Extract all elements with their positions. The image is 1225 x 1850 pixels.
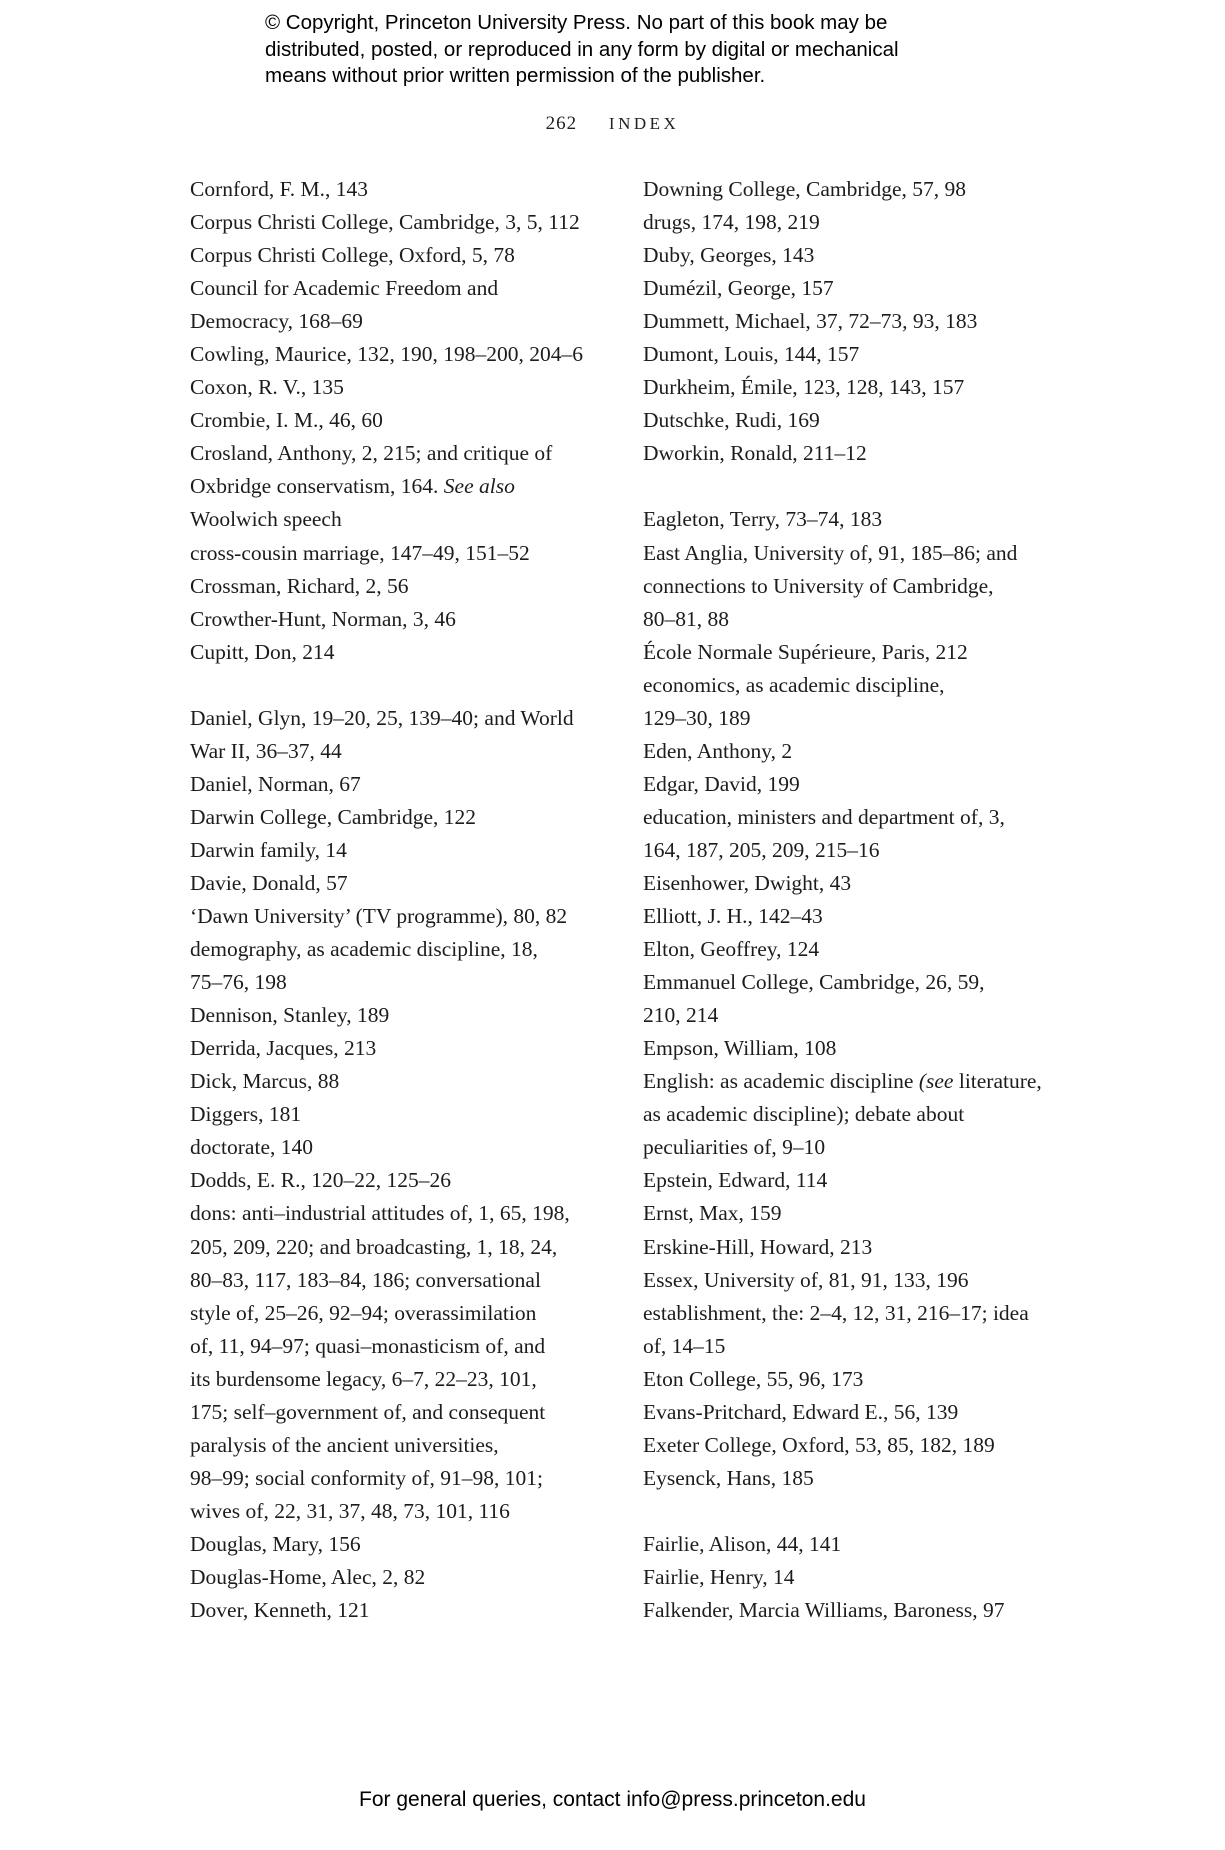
index-entry-line: 80–81, 88	[643, 606, 729, 631]
index-column-right	[643, 173, 1073, 1627]
index-entry-line: Empson, William, 108	[643, 1036, 837, 1061]
index-entry	[643, 1264, 1073, 1297]
index-entry-line: Daniel, Norman, 67	[190, 771, 361, 796]
index-entry-line: economics, as academic discipline,	[643, 672, 945, 697]
index-entry-line: of, 14–15	[643, 1333, 726, 1358]
index-entry	[643, 1561, 1073, 1594]
index-entry-line: Crosland, Anthony, 2, 215; and critique of	[190, 441, 553, 466]
index-entry	[643, 1065, 1073, 1164]
index-entry-line: cross-cousin marriage, 147–49, 151–52	[190, 540, 530, 565]
index-entry	[190, 834, 610, 867]
index-entry-line: Dummett, Michael, 37, 72–73, 93, 183	[643, 309, 978, 334]
index-entry-line: Dodds, E. R., 120–22, 125–26	[190, 1168, 451, 1193]
index-entry	[643, 636, 1073, 669]
index-entry-line: 175; self–government of, and consequent	[190, 1399, 546, 1424]
index-entry-line: establishment, the: 2–4, 12, 31, 216–17; idea	[643, 1300, 1029, 1325]
index-entry	[643, 867, 1073, 900]
index-entry-line: Downing College, Cambridge, 57, 98	[643, 177, 967, 201]
index-entry-line: Dworkin, Ronald, 211–12	[643, 441, 867, 466]
index-entry	[190, 206, 610, 239]
index-entry	[643, 1396, 1073, 1429]
index-entry	[643, 1297, 1073, 1363]
index-entry-line: Durkheim, Émile, 123, 128, 143, 157	[643, 375, 965, 400]
index-entry	[643, 735, 1073, 768]
index-entry	[643, 173, 1073, 206]
index-entry	[643, 801, 1073, 867]
index-entry	[643, 503, 1073, 536]
index-entry	[190, 537, 610, 570]
index-entry-line: drugs, 174, 198, 219	[643, 210, 820, 235]
index-entry-line: Democracy, 168–69	[190, 309, 363, 334]
copyright-notice	[265, 10, 1025, 90]
index-entry-line: 98–99; social conformity of, 91–98, 101;	[190, 1465, 543, 1490]
index-entry	[190, 173, 610, 206]
index-entry	[643, 933, 1073, 966]
index-entry-line: 129–30, 189	[643, 705, 751, 730]
index-entry	[190, 404, 610, 437]
index-entry	[190, 272, 610, 338]
index-entry	[643, 1032, 1073, 1065]
index-entry-line: War II, 36–37, 44	[190, 738, 342, 763]
index-entry	[643, 1528, 1073, 1561]
index-entry-line: connections to University of Cambridge,	[643, 573, 994, 598]
index-entry-line: Fairlie, Alison, 44, 141	[643, 1531, 842, 1556]
index-entry-line: École Normale Supérieure, Paris, 212	[643, 639, 968, 664]
page-number: 262	[545, 113, 578, 134]
index-entry-line: Corpus Christi College, Cambridge, 3, 5, 112	[190, 210, 580, 235]
index-entry-line: 210, 214	[643, 1003, 719, 1028]
index-entry-line: Eton College, 55, 96, 173	[643, 1366, 864, 1391]
index-entry-line: Crossman, Richard, 2, 56	[190, 573, 409, 598]
index-entry-line: 80–83, 117, 183–84, 186; conversational	[190, 1267, 541, 1292]
index-entry-line: Daniel, Glyn, 19–20, 25, 139–40; and World	[190, 705, 574, 730]
letter-group-spacer	[643, 1495, 1073, 1528]
index-entry-line: Council for Academic Freedom and	[190, 276, 499, 301]
index-entry-line: Emmanuel College, Cambridge, 26, 59,	[643, 970, 985, 995]
index-entry-line: Duby, Georges, 143	[643, 243, 815, 268]
index-entry-line: peculiarities of, 9–10	[643, 1135, 826, 1160]
index-entry-line: paralysis of the ancient universities,	[190, 1432, 499, 1457]
index-entry	[643, 966, 1073, 1032]
index-entry	[643, 900, 1073, 933]
index-entry-line: Edgar, David, 199	[643, 771, 800, 796]
index-entry-line: Crowther-Hunt, Norman, 3, 46	[190, 606, 456, 631]
index-entry-line: Dumézil, George, 157	[643, 276, 834, 301]
index-entry-line: Cupitt, Don, 214	[190, 639, 335, 664]
cross-reference: See also	[443, 474, 515, 499]
index-entry	[190, 1528, 610, 1561]
index-entry	[190, 371, 610, 404]
index-entry	[190, 338, 610, 371]
index-entry	[190, 1098, 610, 1131]
index-entry-line: education, ministers and department of, 3,	[643, 804, 1005, 829]
index-entry	[190, 603, 610, 636]
index-entry	[190, 570, 610, 603]
index-entry-line: Evans-Pritchard, Edward E., 56, 139	[643, 1399, 959, 1424]
index-entry-line: Falkender, Marcia Williams, Baroness, 97	[643, 1598, 1005, 1623]
index-entry	[190, 801, 610, 834]
index-entry-line: 205, 209, 220; and broadcasting, 1, 18, 24,	[190, 1234, 558, 1259]
index-entry-line: Eagleton, Terry, 73–74, 183	[643, 507, 883, 532]
index-entry	[643, 1363, 1073, 1396]
index-entry-line: Fairlie, Henry, 14	[643, 1564, 795, 1589]
index-entry	[190, 1561, 610, 1594]
index-entry-line: Dutschke, Rudi, 169	[643, 408, 820, 433]
footer-contact: For general queries, contact info@press.princeton.edu	[359, 1788, 866, 1811]
index-entry	[643, 206, 1073, 239]
running-head	[0, 113, 1225, 135]
index-entry	[643, 1231, 1073, 1264]
index-entry-line: 75–76, 198	[190, 970, 287, 995]
index-entry	[190, 702, 610, 768]
index-entry-line: Davie, Donald, 57	[190, 870, 348, 895]
index-entry-line: English: as academic discipline (see literature,	[643, 1069, 1042, 1094]
section-title: INDEX	[608, 114, 680, 133]
index-entry-line: dons: anti–industrial attitudes of, 1, 65, 198,	[190, 1201, 570, 1226]
index-entry-line: Dumont, Louis, 144, 157	[643, 342, 860, 367]
index-entry	[190, 1197, 610, 1527]
index-entry-line: Darwin family, 14	[190, 837, 347, 862]
index-entry	[190, 1032, 610, 1065]
index-entry-line: Dick, Marcus, 88	[190, 1069, 340, 1094]
index-entry-line: style of, 25–26, 92–94; overassimilation	[190, 1300, 537, 1325]
index-entry-line: Darwin College, Cambridge, 122	[190, 804, 477, 829]
index-entry	[190, 900, 610, 933]
index-entry-line: Corpus Christi College, Oxford, 5, 78	[190, 243, 515, 268]
index-entry-line: wives of, 22, 31, 37, 48, 73, 101, 116	[190, 1498, 510, 1523]
index-entry-line: Woolwich speech	[190, 507, 342, 532]
index-entry	[190, 1594, 610, 1627]
index-entry-line: Cornford, F. M., 143	[190, 177, 369, 201]
index-entry	[643, 239, 1073, 272]
copyright-line: distributed, posted, or reproduced in any form by digital or mechanical	[265, 37, 899, 61]
index-entry-line: Diggers, 181	[190, 1102, 302, 1127]
index-entry	[643, 305, 1073, 338]
index-entry	[643, 1429, 1073, 1462]
index-entry	[643, 537, 1073, 636]
index-entry-line: as academic discipline); debate about	[643, 1102, 965, 1127]
index-entry-line: Erskine-Hill, Howard, 213	[643, 1234, 873, 1259]
letter-group-spacer	[643, 470, 1073, 503]
index-entry-line: Douglas, Mary, 156	[190, 1531, 361, 1556]
index-entry-line: its burdensome legacy, 6–7, 22–23, 101,	[190, 1366, 537, 1391]
index-entry-line: Coxon, R. V., 135	[190, 375, 344, 400]
index-entry	[643, 338, 1073, 371]
copyright-line: © Copyright, Princeton University Press. No part of this book may be	[265, 11, 888, 34]
index-entry-line: Cowling, Maurice, 132, 190, 198–200, 204–6	[190, 342, 583, 367]
index-entry-line: Oxbridge conservatism, 164. See also	[190, 474, 515, 499]
index-entry	[190, 1131, 610, 1164]
copyright-line: means without prior written permission of the publisher.	[265, 64, 766, 87]
index-entry-line: Epstein, Edward, 114	[643, 1168, 828, 1193]
index-entry-line: Derrida, Jacques, 213	[190, 1036, 377, 1061]
index-entry-line: demography, as academic discipline, 18,	[190, 937, 538, 962]
index-entry	[643, 1197, 1073, 1230]
index-entry	[190, 1164, 610, 1197]
index-entry-line: Eysenck, Hans, 185	[643, 1465, 814, 1490]
index-entry-line: doctorate, 140	[190, 1135, 313, 1160]
index-entry-line: Dennison, Stanley, 189	[190, 1003, 390, 1028]
index-entry	[643, 404, 1073, 437]
letter-group-spacer	[190, 669, 610, 702]
index-entry-line: Douglas-Home, Alec, 2, 82	[190, 1564, 426, 1589]
index-entry	[190, 933, 610, 999]
index-entry	[643, 669, 1073, 735]
index-entry-line: Elton, Geoffrey, 124	[643, 937, 820, 962]
index-entry-line: Exeter College, Oxford, 53, 85, 182, 189	[643, 1432, 995, 1457]
index-entry	[643, 1594, 1073, 1627]
index-entry-line: 164, 187, 205, 209, 215–16	[643, 837, 880, 862]
index-entry	[643, 371, 1073, 404]
index-entry	[190, 636, 610, 669]
index-entry	[190, 239, 610, 272]
index-entry	[190, 768, 610, 801]
index-entry-line: Eden, Anthony, 2	[643, 738, 793, 763]
index-entry	[643, 1164, 1073, 1197]
index-entry-line: Essex, University of, 81, 91, 133, 196	[643, 1267, 969, 1292]
index-entry-line: Dover, Kenneth, 121	[190, 1598, 370, 1623]
index-entry	[643, 1462, 1073, 1495]
index-entry	[190, 867, 610, 900]
index-entry-line: Ernst, Max, 159	[643, 1201, 782, 1226]
index-entry-line: Elliott, J. H., 142–43	[643, 904, 823, 929]
index-entry-line: Eisenhower, Dwight, 43	[643, 870, 852, 895]
index-entry	[643, 272, 1073, 305]
index-entry	[190, 437, 610, 536]
index-entry-line: East Anglia, University of, 91, 185–86; and	[643, 540, 1018, 565]
index-entry-line: Crombie, I. M., 46, 60	[190, 408, 383, 433]
index-entry-line: of, 11, 94–97; quasi–monasticism of, and	[190, 1333, 546, 1358]
index-entry	[643, 437, 1073, 470]
index-entry	[643, 768, 1073, 801]
index-entry	[190, 1065, 610, 1098]
index-column-left	[190, 173, 610, 1627]
cross-reference: (see	[918, 1069, 959, 1094]
index-entry-line: ‘Dawn University’ (TV programme), 80, 82	[190, 904, 568, 929]
index-entry	[190, 999, 610, 1032]
